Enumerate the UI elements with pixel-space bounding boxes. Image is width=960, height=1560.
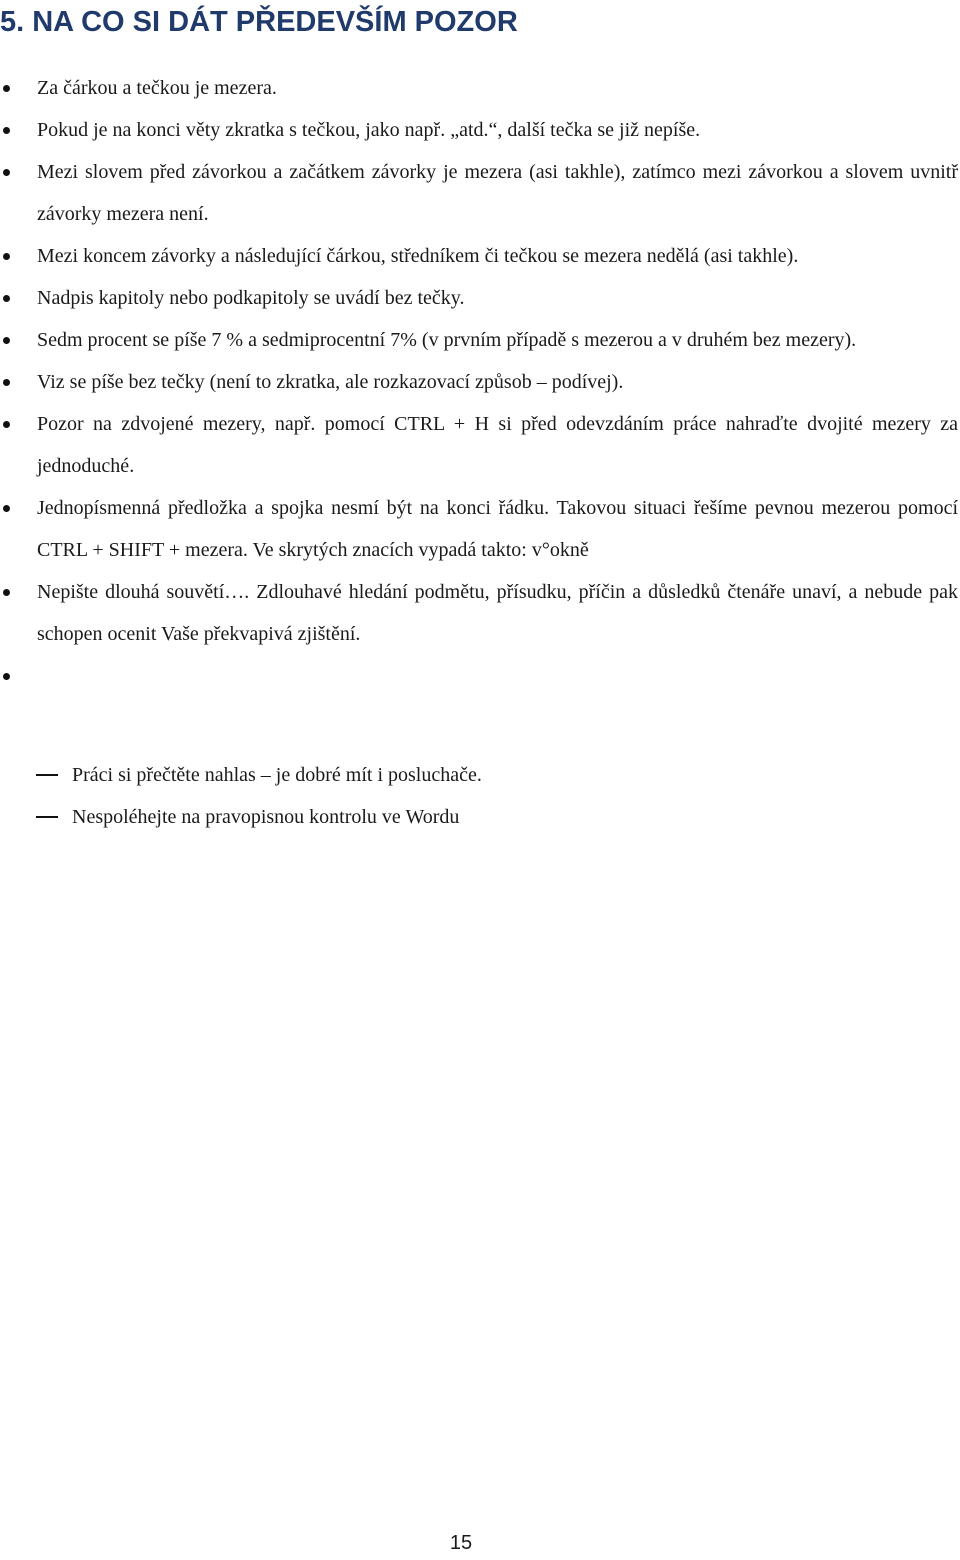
dash-item [0, 754, 958, 796]
bullet-item [0, 109, 958, 151]
bullet-item [0, 67, 958, 109]
dash-item [0, 796, 958, 838]
bullet-dot-icon [3, 253, 10, 260]
section-heading: 5. NA CO SI DÁT PŘEDEVŠÍM POZOR [0, 6, 518, 38]
bullet-item [0, 319, 958, 361]
bullet-text: Mezi slovem před závorkou a začátkem závorky je mezera (asi takhle), zatímco mezi závorkou a slovem uvnitř závorky mezera není. [37, 161, 958, 225]
bullet-text: Mezi koncem závorky a následující čárkou, středníkem či tečkou se mezera nedělá (asi takhle). [37, 245, 799, 267]
bullet-text: Nepište dlouhá souvětí…. Zdlouhavé hledání podmětu, přísudku, příčin a důsledků čtenáře unaví, a nebude pak schopen ocenit Vaše překvapivá zjištění. [37, 581, 958, 645]
bullet-dot-icon [3, 673, 10, 680]
bullet-text: Sedm procent se píše 7 % a sedmiprocentní 7% (v prvním případě s mezerou a v druhém bez mezery). [37, 329, 857, 351]
bullet-dot-icon [3, 589, 10, 596]
page-number: 15 [449, 1532, 473, 1554]
bullet-dot-icon [3, 421, 10, 428]
bullet-item [0, 361, 958, 403]
bullet-item [0, 277, 958, 319]
dash-icon [36, 774, 58, 776]
rules-bullet-list [0, 67, 958, 697]
tips-dash-list [0, 754, 958, 838]
bullet-dot-icon [3, 505, 10, 512]
bullet-dot-icon [3, 169, 10, 176]
bullet-dot-icon [3, 379, 10, 386]
bullet-dot-icon [3, 295, 10, 302]
bullet-text: Viz se píše bez tečky (není to zkratka, ale rozkazovací způsob – podívej). [37, 371, 624, 393]
bullet-dot-icon [3, 127, 10, 134]
dash-text: Práci si přečtěte nahlas – je dobré mít i posluchače. [72, 764, 482, 786]
bullet-item [0, 235, 958, 277]
bullet-item [0, 151, 958, 235]
bullet-text: Nadpis kapitoly nebo podkapitoly se uvádí bez tečky. [37, 287, 465, 309]
bullet-text: Pokud je na konci věty zkratka s tečkou, jako např. „atd.“, další tečka se již nepíše. [37, 119, 701, 141]
bullet-text: Jednopísmenná předložka a spojka nesmí být na konci řádku. Takovou situaci řešíme pevnou mezerou pomocí CTRL + SHIFT + mezera. Ve skrytých znacích vypadá takto: v°okně [37, 497, 958, 561]
bullet-dot-icon [3, 337, 10, 344]
dash-icon [36, 816, 58, 818]
bullet-dot-icon [3, 85, 10, 92]
bullet-text: Za čárkou a tečkou je mezera. [37, 77, 277, 99]
bullet-text: Pozor na zdvojené mezery, např. pomocí CTRL + H si před odevzdáním práce nahraďte dvojité mezery za jednoduché. [37, 413, 958, 477]
bullet-item [0, 403, 958, 487]
bullet-item [0, 487, 958, 571]
bullet-item-empty [0, 655, 958, 697]
dash-text: Nespoléhejte na pravopisnou kontrolu ve Wordu [72, 806, 460, 828]
bullet-item [0, 571, 958, 655]
